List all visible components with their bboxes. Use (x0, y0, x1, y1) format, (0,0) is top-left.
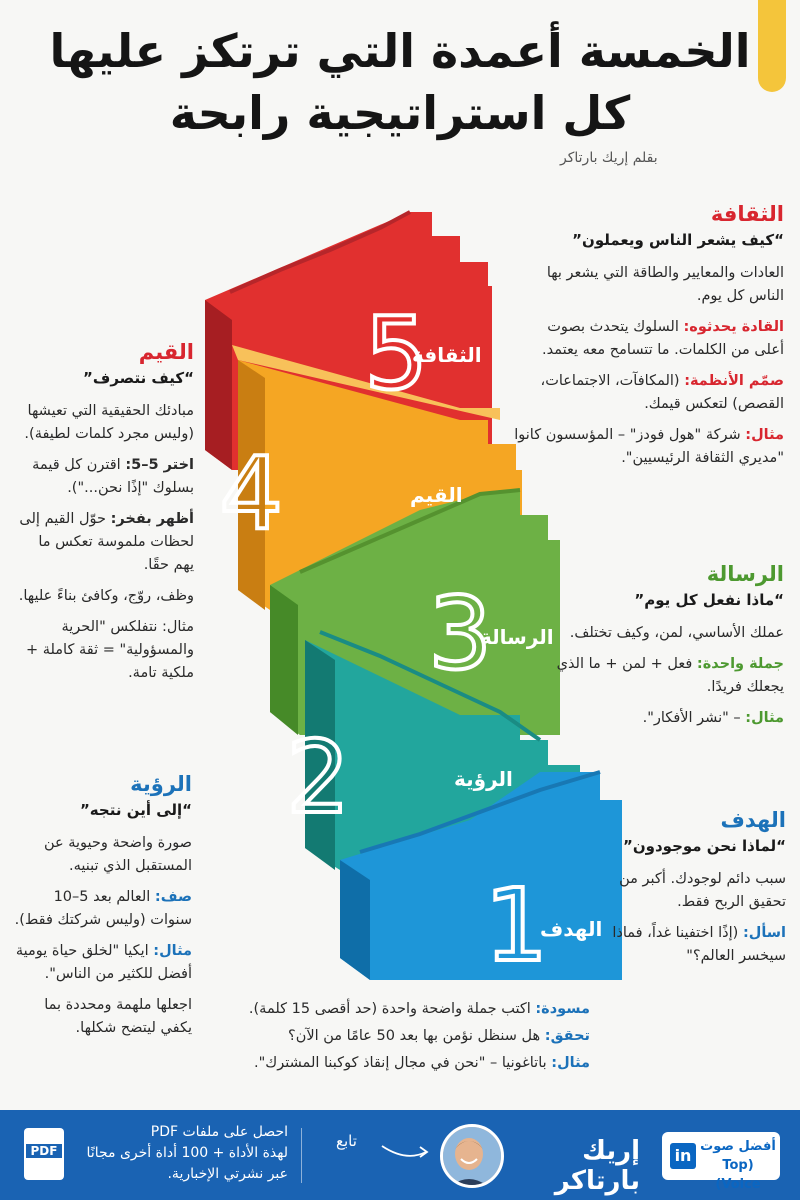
author-name[interactable]: إريك بارتاكر (554, 1136, 640, 1196)
purpose-notes (220, 996, 590, 1077)
purpose-description: سبب دائم لوجودك. أكبر من تحقيق الربح فقط. (619, 871, 786, 910)
mission-point-sentence: جملة واحدة: فعل + لمن + ما الذي يجعلك فريدًا. (556, 656, 784, 695)
vision-description: صورة واضحة وحيوية عن المستقبل الذي تبنيه. (43, 835, 192, 874)
vision-example: مثال: ايكيا "لخلق حياة يومية أفضل للكثير من الناس". (15, 943, 192, 982)
culture-point-systems: صمّم الأنظمة: (المكافآت، الاجتماعات، القصص) لتعكس قيمك. (540, 373, 784, 412)
step-5-label: الثقافة (412, 343, 482, 367)
values-point-hire: وظف، روّج، وكافئ بناءً عليها. (18, 588, 194, 604)
purpose-note-check: تحقق: هل سنظل نؤمن بها بعد 50 عامًا من الآن؟ (288, 1028, 590, 1044)
values-point-show: أظهر بفخر: حوّل القيم إلى لحظات ملموسة تعكس ما يهم حقًا. (19, 511, 194, 573)
mission-heading: الرسالة (706, 562, 784, 586)
vision-tip: اجعلها ملهمة ومحددة بما يكفي ليتضح شكلها. (44, 997, 192, 1036)
step-5-number: 5 (364, 295, 428, 412)
values-example: مثال: نتفلكس "الحرية والمسؤولية" = ثقة كاملة + ملكية تامة. (25, 619, 194, 681)
step-3-number: 3 (428, 575, 492, 692)
values-heading: القيم (138, 340, 194, 364)
step-2-label: الرؤية (454, 767, 513, 791)
step-4-number: 4 (219, 435, 283, 552)
person-icon (440, 1127, 501, 1188)
mission-example: مثال: – "نشر الأفكار". (642, 710, 784, 726)
purpose-note-example: مثال: باتاغونيا – "نحن في مجال إنقاذ كوكبنا المشترك". (254, 1055, 590, 1071)
step-3-label: الرسالة (480, 625, 554, 649)
culture-subtitle: “كيف يشعر الناس ويعملون” (572, 231, 784, 249)
mission-section (556, 560, 784, 738)
step-1-label: الهدف (540, 917, 603, 941)
vision-heading: الرؤية (130, 772, 192, 796)
purpose-section (612, 806, 786, 976)
title-line-2: كل استراتيجية رابحة (169, 86, 631, 140)
newsletter-offer[interactable]: احصل على ملفات PDF لهذة الأداة + 100 أداة أخرى مجانًا عبر نشرتي الإخبارية. (86, 1124, 288, 1182)
mission-subtitle: “ماذا نفعل كل يوم” (634, 591, 784, 609)
step-4-label: القيم (410, 483, 463, 507)
linkedin-icon: in (670, 1143, 696, 1169)
values-section (14, 338, 194, 693)
purpose-point-ask: اسأل: (إذًا اختفينا غداً، فماذا سيخسر العالم؟" (612, 925, 786, 964)
pdf-icon[interactable]: PDF (24, 1128, 64, 1180)
purpose-note-draft: مسودة: اكتب جملة واضحة واحدة (حد أقصى 15 كلمة). (248, 1001, 590, 1017)
culture-heading: الثقافة (710, 202, 784, 226)
step-2-number: 2 (286, 719, 350, 836)
mission-description: عملك الأساسي، لمن، وكيف تختلف. (569, 625, 784, 641)
purpose-heading: الهدف (720, 808, 786, 832)
culture-point-leaders: القادة يحدثوه: السلوك يتحدث بصوت أعلى من الكلمات. ما تتسامح معه يعتمد. (542, 319, 784, 358)
author-avatar[interactable] (440, 1124, 504, 1188)
linkedin-top-voice-badge[interactable] (662, 1132, 780, 1192)
arrow-right-icon (380, 1140, 432, 1162)
culture-example: مثال: شركة "هول فودز" – المؤسسون كانوا "مديري الثقافة الرئيسيين". (514, 427, 784, 466)
step-1-number: 1 (484, 867, 548, 984)
values-subtitle: “كيف نتصرف” (83, 369, 194, 387)
title-line-1: الخمسة أعمدة التي ترتكز عليها (49, 24, 751, 78)
vision-section (14, 770, 192, 1048)
footer-banner (0, 1110, 800, 1200)
values-point-choose: اختر 5–5: اقترن كل قيمة بسلوك "إذًا نحن..."). (32, 457, 194, 496)
vision-point-describe: صف: العالم بعد 5–10 سنوات (وليس شركتك فقط). (14, 889, 192, 928)
vision-subtitle: “إلى أين نتجه” (79, 801, 192, 819)
byline: بقلم إريك بارتاكر (560, 150, 658, 166)
culture-section (514, 200, 784, 478)
footer-divider (301, 1128, 302, 1183)
values-description: مبادئك الحقيقية التي تعيشها (وليس مجرد كلمات لطيفة). (24, 403, 194, 442)
badge-text: أفضل صوت (Top Voice) (700, 1139, 776, 1192)
purpose-subtitle: “لماذا نحن موجودون” (623, 837, 786, 855)
follow-label: تابع (336, 1132, 357, 1150)
culture-description: العادات والمعايير والطاقة التي يشعر بها الناس كل يوم. (546, 265, 784, 304)
